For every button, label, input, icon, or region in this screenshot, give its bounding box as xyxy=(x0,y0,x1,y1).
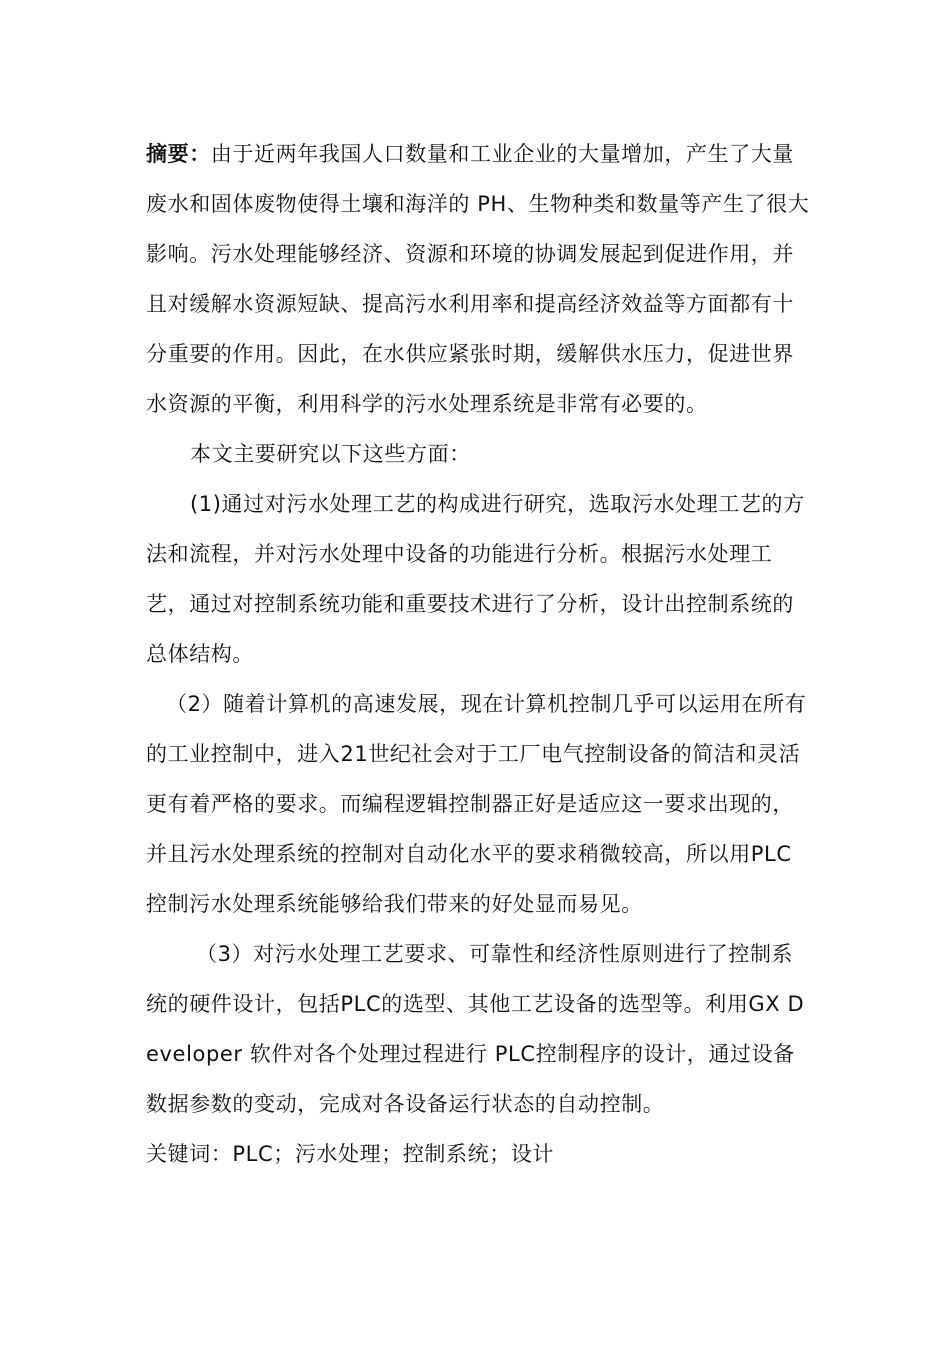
point-1-paragraph: (1)通过对污水处理工艺的构成进行研究，选取污水处理工艺的方法和流程，并对污水处理中设备的功能进行分析。根据污水处理工艺，通过对控制系统功能和重要技术进行了分析，设计出控制系统的总体结构。 xyxy=(146,492,805,666)
intro-paragraph: 本文主要研究以下这些方面： xyxy=(190,442,471,466)
abstract-text: 由于近两年我国人口数量和工业企业的大量增加，产生了大量废水和固体废物使得土壤和海洋的 PH、生物种类和数量等产生了很大影响。污水处理能够经济、资源和环境的协调发展起到促进作用，并且对缓解水资源短缺、提高污水利用率和提高经济效益等方面都有十分重要的作用。因此，在水供应紧张时期，缓解供水压力，促进世界水资源的平衡，利用科学的污水处理系统是非常有必要的。 xyxy=(146,142,810,416)
document-body xyxy=(146,129,810,1179)
abstract-label: 摘要： xyxy=(146,142,211,166)
keywords-line: 关键词：PLC；污水处理；控制系统；设计 xyxy=(146,1142,555,1166)
abstract-paragraph xyxy=(146,129,810,429)
point-2-paragraph: （2）随着计算机的高速发展，现在计算机控制几乎可以运用在所有的工业控制中，进入21世纪社会对于工厂电气控制设备的简洁和灵活更有着严格的要求。而编程逻辑控制器正好是适应这一要求出现的，并且污水处理系统的控制对自动化水平的要求稍微较高，所以用PLC控制污水处理系统能够给我们带来的好处显而易见。 xyxy=(146,692,807,916)
point-3-paragraph: （3）对污水处理工艺要求、可靠性和经济性原则进行了控制系统的硬件设计，包括PLC的选型、其他工艺设备的选型等。利用GX Developer 软件对各个处理过程进行 PLC控制程序的设计，通过设备数据参数的变动，完成对各设备运行状态的自动控制。 xyxy=(146,942,805,1116)
